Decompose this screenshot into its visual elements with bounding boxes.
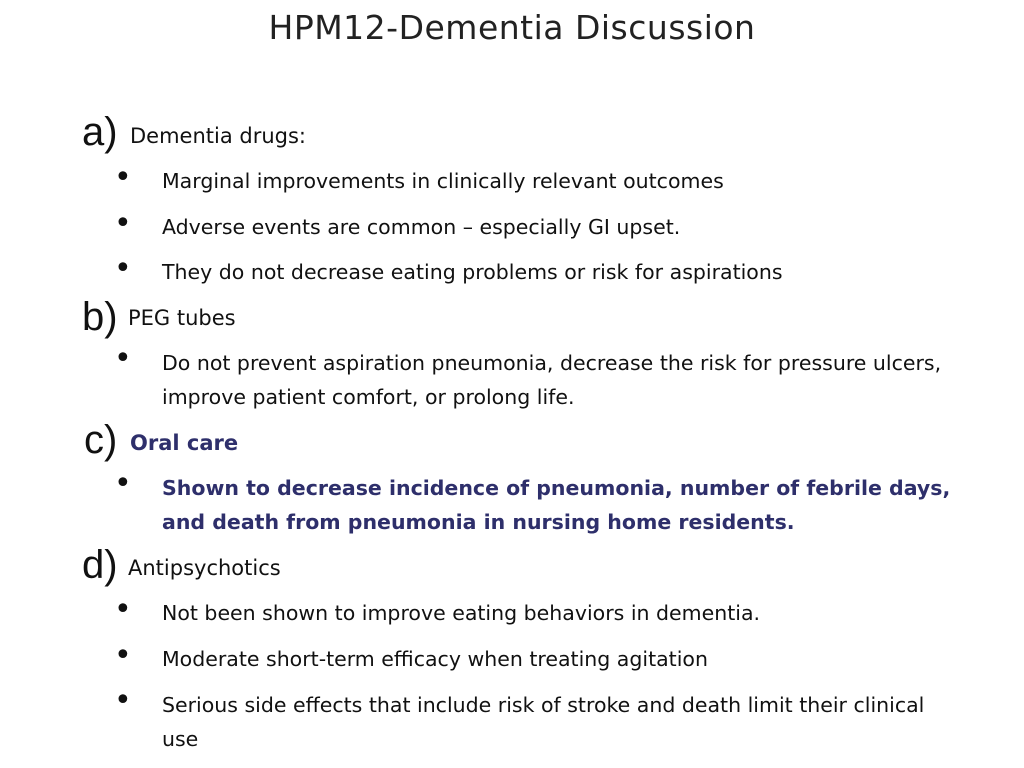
section-heading-antipsychotics: Antipsychotics: [128, 556, 281, 580]
bullet-icon: •: [114, 683, 132, 718]
list-item: Moderate short-term efficacy when treating agitation: [162, 647, 708, 671]
list-item: They do not decrease eating problems or risk for aspirations: [162, 260, 783, 284]
bullet-icon: •: [114, 341, 132, 376]
list-item: Shown to decrease incidence of pneumonia, number of febrile days, and death from pneumonia in nursing home residents.: [162, 476, 951, 534]
section-marker-b: b): [82, 295, 118, 339]
section-marker-d: d): [82, 543, 118, 587]
bullet-icon: •: [114, 592, 132, 627]
list-item: Adverse events are common – especially GI upset.: [162, 215, 681, 239]
section-heading-peg-tubes: PEG tubes: [128, 306, 236, 330]
slide-title: HPM12-Dementia Discussion: [268, 8, 756, 47]
section-marker-c: c): [84, 418, 118, 462]
list-item: Not been shown to improve eating behaviors in dementia.: [162, 601, 761, 625]
section-heading-dementia-drugs: Dementia drugs:: [130, 124, 307, 148]
list-item: Marginal improvements in clinically relevant outcomes: [162, 169, 724, 193]
section-heading-oral-care: Oral care: [130, 431, 239, 455]
section-marker-a: a): [82, 110, 118, 154]
bullet-icon: •: [114, 206, 132, 241]
list-item: Serious side effects that include risk of stroke and death limit their clinical use: [162, 693, 925, 751]
bullet-icon: •: [114, 638, 132, 673]
list-item: Do not prevent aspiration pneumonia, decrease the risk for pressure ulcers, improve patient comfort, or prolong life.: [162, 351, 942, 409]
bullet-icon: •: [114, 251, 132, 286]
bullet-icon: •: [114, 160, 132, 195]
bullet-icon: •: [114, 466, 132, 501]
